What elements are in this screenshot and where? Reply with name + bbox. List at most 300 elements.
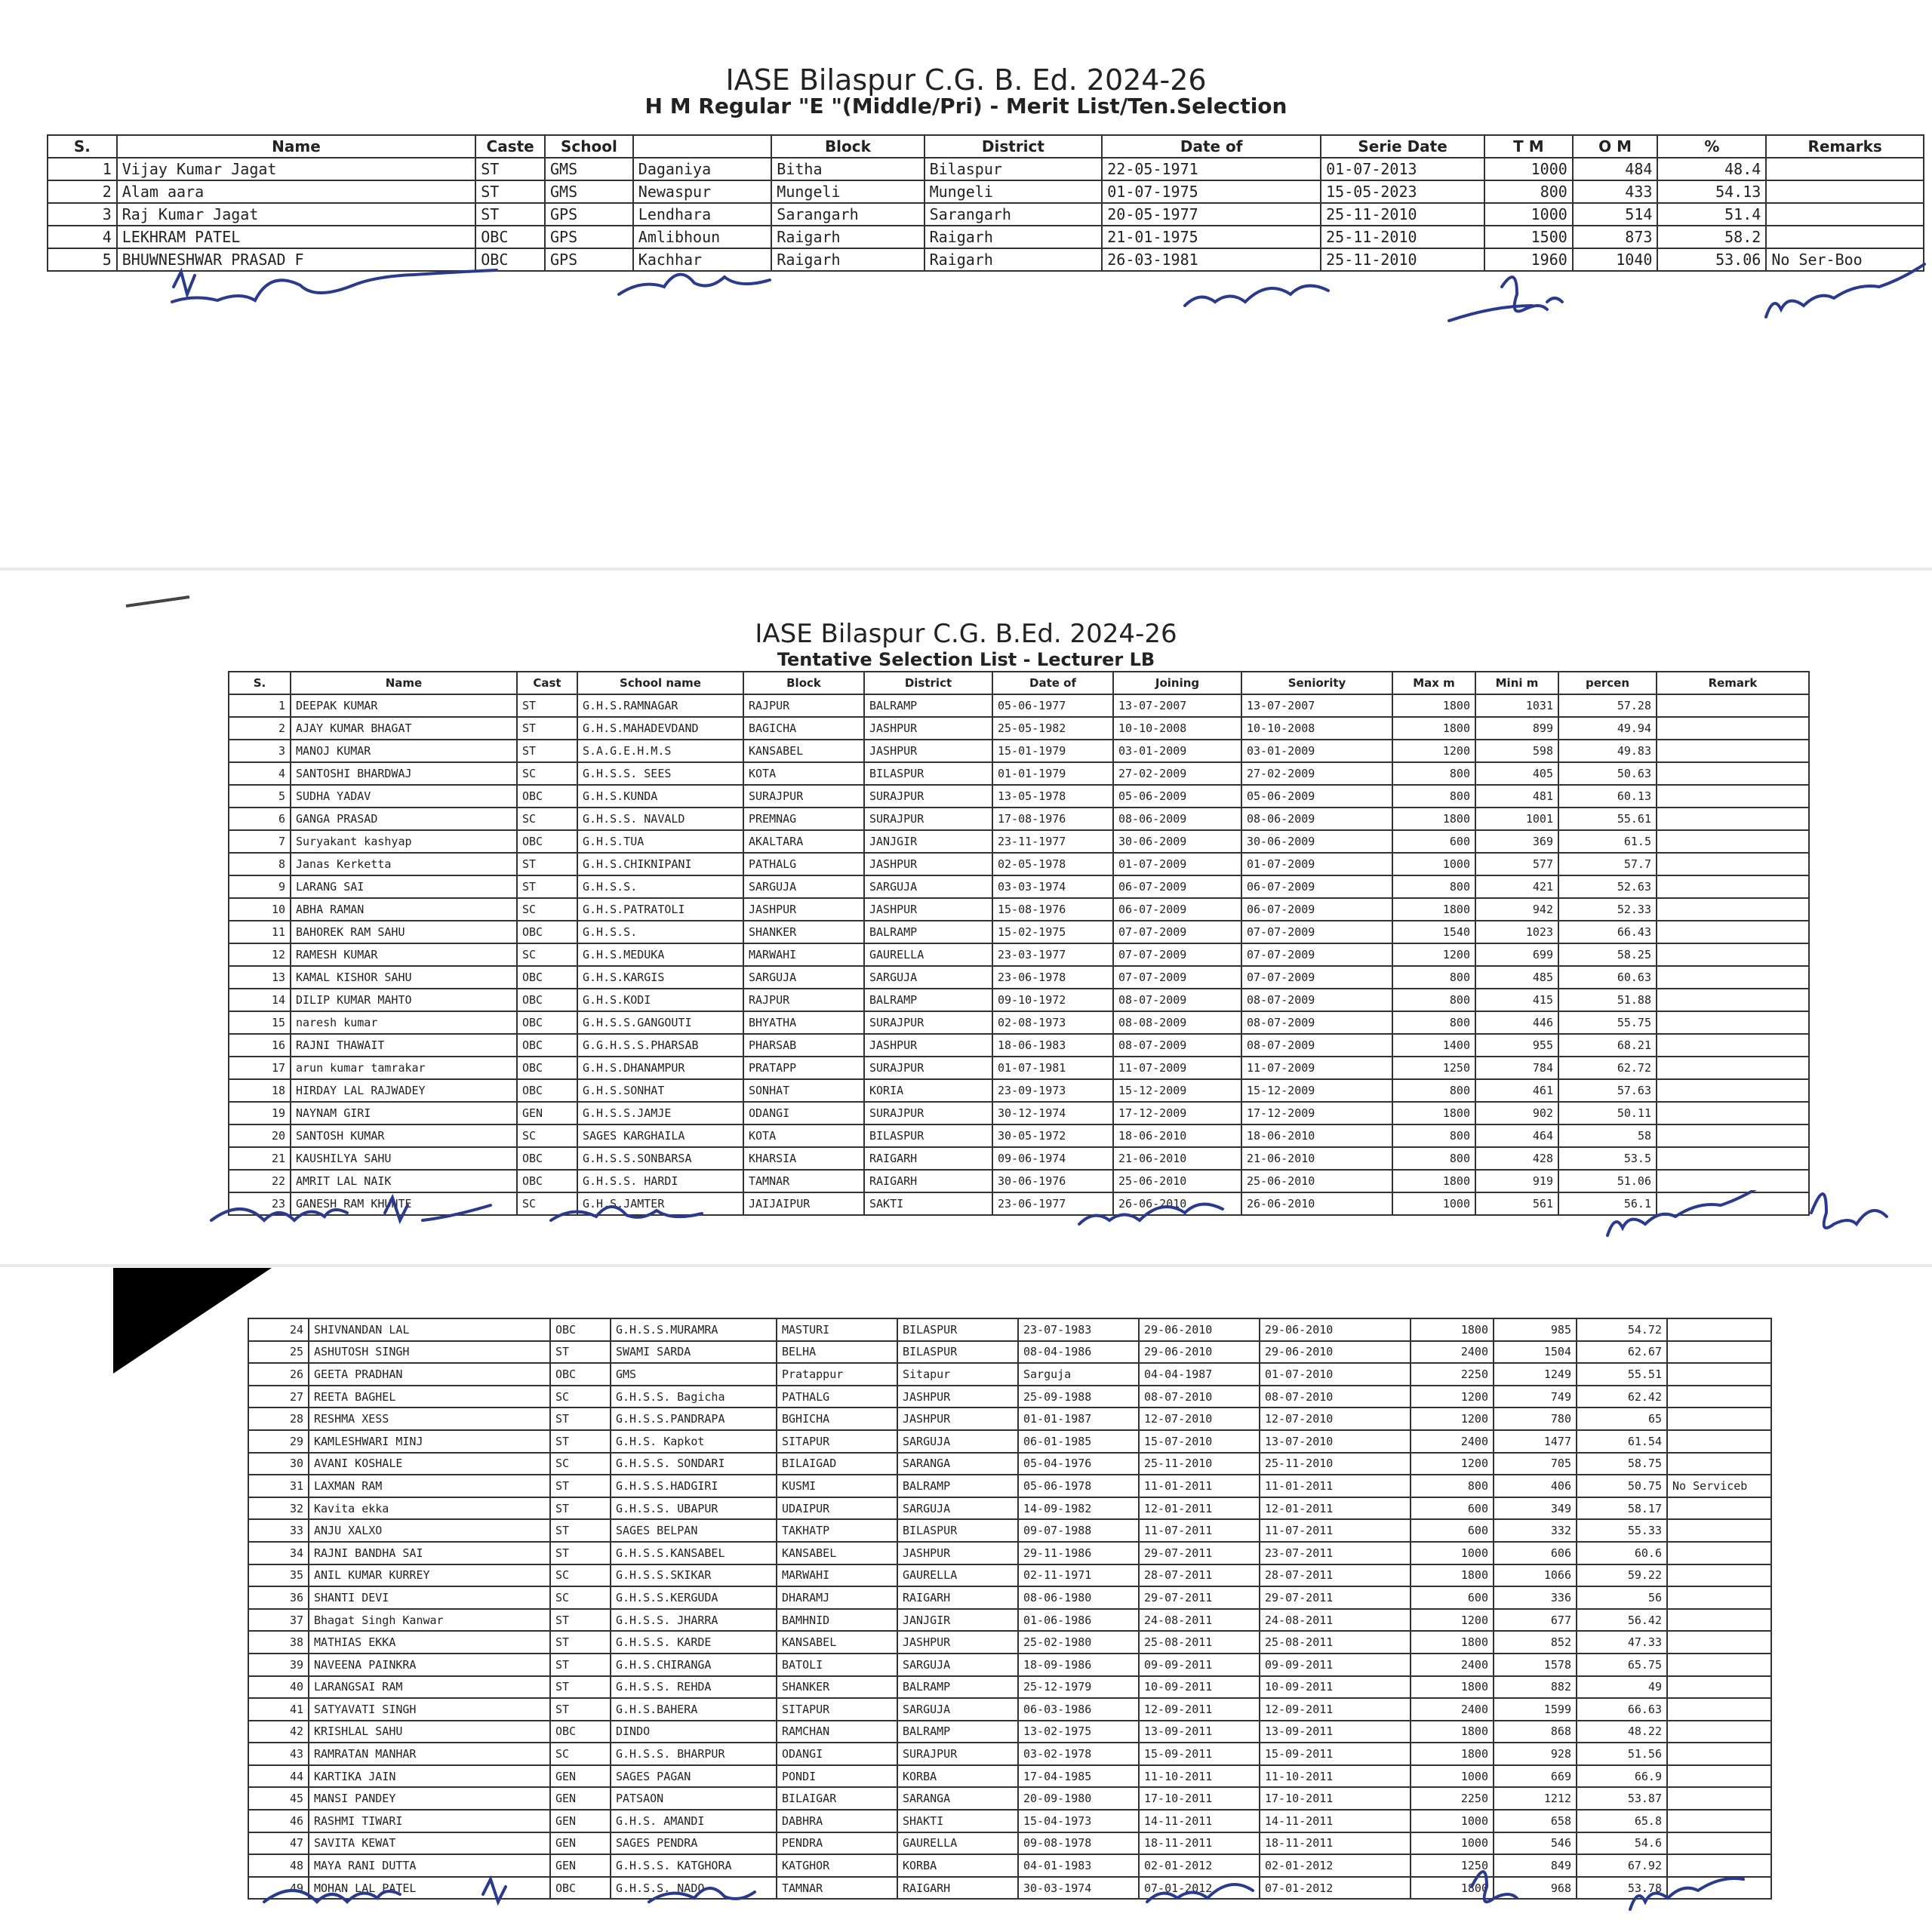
- table-cell: G.H.S.SONHAT: [577, 1079, 743, 1102]
- table-cell: GANGA PRASAD: [291, 808, 517, 830]
- table-cell: 46: [248, 1810, 309, 1832]
- table-cell: [1657, 762, 1809, 785]
- table-cell: 04-04-1987: [1139, 1363, 1260, 1386]
- table-cell: G.H.S.S. SONDARI: [611, 1453, 777, 1475]
- table-cell: 8: [229, 853, 291, 875]
- table-cell: 800: [1392, 989, 1475, 1011]
- table-cell: 1200: [1411, 1609, 1494, 1632]
- table-cell: G.H.S.S.: [577, 875, 743, 898]
- table-cell: Newaspur: [633, 180, 772, 203]
- table-cell: AVANI KOSHALE: [309, 1453, 550, 1475]
- table-cell: [1667, 1318, 1771, 1341]
- table-cell: 10: [229, 898, 291, 921]
- table-cell: GEN: [550, 1854, 611, 1877]
- table-cell: JASHPUR: [897, 1407, 1018, 1430]
- table-cell: OBC: [517, 785, 577, 808]
- table-cell: [1667, 1430, 1771, 1453]
- table-cell: 16: [229, 1034, 291, 1057]
- table-cell: KOTA: [743, 762, 864, 785]
- table-cell: 42: [248, 1721, 309, 1743]
- table-cell: JASHPUR: [743, 898, 864, 921]
- table-cell: SITAPUR: [777, 1430, 897, 1453]
- signatures-page2: [0, 1190, 1932, 1266]
- column-header: Seniority: [1241, 672, 1392, 694]
- table-cell: RAIGARH: [897, 1586, 1018, 1609]
- table-cell: 29-06-2010: [1260, 1318, 1411, 1341]
- table-cell: BILASPUR: [897, 1519, 1018, 1542]
- table-cell: 28-07-2011: [1260, 1564, 1411, 1587]
- table-cell: [1657, 898, 1809, 921]
- table-cell: [1667, 1453, 1771, 1475]
- column-header: Caste: [475, 135, 545, 158]
- table-row: [229, 943, 1809, 966]
- table-cell: 1066: [1494, 1564, 1577, 1587]
- table-cell: 60.63: [1558, 966, 1657, 989]
- table-cell: GEN: [550, 1765, 611, 1788]
- table-cell: SURAJPUR: [864, 785, 992, 808]
- table-cell: G.H.S.S. JHARRA: [611, 1609, 777, 1632]
- table-cell: ST: [475, 180, 545, 203]
- table-cell: 577: [1475, 853, 1558, 875]
- table-cell: JASHPUR: [897, 1631, 1018, 1654]
- table-cell: [1657, 694, 1809, 717]
- table-cell: G.H.S.BAHERA: [611, 1698, 777, 1721]
- table-cell: G.H.S.S.SONBARSA: [577, 1147, 743, 1170]
- table-cell: 15-12-2009: [1241, 1079, 1392, 1102]
- table-cell: 29-07-2011: [1260, 1586, 1411, 1609]
- table-cell: JASHPUR: [864, 1034, 992, 1057]
- table-row: [248, 1654, 1771, 1676]
- table-cell: 598: [1475, 740, 1558, 762]
- table-cell: 23-06-1978: [992, 966, 1113, 989]
- table-cell: 57.63: [1558, 1079, 1657, 1102]
- table-cell: 47: [248, 1832, 309, 1855]
- table-cell: 1000: [1392, 1192, 1475, 1215]
- table-cell: DEEPAK KUMAR: [291, 694, 517, 717]
- table-cell: 873: [1573, 226, 1658, 248]
- table-cell: arun kumar tamrakar: [291, 1057, 517, 1079]
- table-cell: 29-06-2010: [1260, 1341, 1411, 1364]
- table-cell: 15-08-1976: [992, 898, 1113, 921]
- table-cell: G.H.S.S.KANSABEL: [611, 1542, 777, 1564]
- table-cell: 2250: [1411, 1787, 1494, 1810]
- table-cell: 1800: [1392, 1102, 1475, 1124]
- table-cell: 11: [229, 921, 291, 943]
- table-cell: 461: [1475, 1079, 1558, 1102]
- table-cell: OBC: [475, 248, 545, 271]
- signature-2: [649, 1888, 755, 1902]
- table-cell: 800: [1411, 1475, 1494, 1497]
- table-cell: 62.72: [1558, 1057, 1657, 1079]
- table-cell: 1400: [1392, 1034, 1475, 1057]
- table-cell: 49.94: [1558, 717, 1657, 740]
- table-cell: ST: [550, 1341, 611, 1364]
- table-cell: Suryakant kashyap: [291, 830, 517, 853]
- table-cell: 1250: [1411, 1854, 1494, 1877]
- table-cell: G.H.S.S. NAVALD: [577, 808, 743, 830]
- table-cell: SAKTI: [864, 1192, 992, 1215]
- table-row: [248, 1386, 1771, 1408]
- table-cell: BALRAMP: [864, 694, 992, 717]
- table-cell: naresh kumar: [291, 1011, 517, 1034]
- table-cell: G.H.S.S. NADO: [611, 1877, 777, 1900]
- column-header: School: [545, 135, 633, 158]
- table-cell: 369: [1475, 830, 1558, 853]
- table-cell: SUDHA YADAV: [291, 785, 517, 808]
- table-cell: 09-09-2011: [1260, 1654, 1411, 1676]
- table-cell: 52.33: [1558, 898, 1657, 921]
- table-cell: G.G.H.S.S.PHARSAB: [577, 1034, 743, 1057]
- table-cell: 15-02-1975: [992, 921, 1113, 943]
- table-cell: 29-06-2010: [1139, 1318, 1260, 1341]
- table-cell: Kavita ekka: [309, 1497, 550, 1520]
- table-cell: 1960: [1484, 248, 1573, 271]
- table-cell: G.H.S.S.HADGIRI: [611, 1475, 777, 1497]
- table-cell: Lendhara: [633, 203, 772, 226]
- table-cell: 04-01-1983: [1018, 1854, 1139, 1877]
- column-header: Mini m: [1475, 672, 1558, 694]
- table-cell: 53.87: [1577, 1787, 1667, 1810]
- table-cell: 02-01-2012: [1139, 1854, 1260, 1877]
- table-row: [229, 785, 1809, 808]
- table-cell: Sarguja: [1018, 1363, 1139, 1386]
- table-cell: 800: [1392, 966, 1475, 989]
- table-cell: KARTIKA JAIN: [309, 1765, 550, 1788]
- table-cell: Daganiya: [633, 158, 772, 180]
- table-cell: AKALTARA: [743, 830, 864, 853]
- table-cell: PATHALG: [743, 853, 864, 875]
- table-cell: KORBA: [897, 1765, 1018, 1788]
- table-cell: SATYAVATI SINGH: [309, 1698, 550, 1721]
- table-cell: OBC: [517, 1147, 577, 1170]
- table-cell: ST: [550, 1676, 611, 1699]
- table-cell: G.H.S.MEDUKA: [577, 943, 743, 966]
- table-cell: BILASPUR: [864, 1124, 992, 1147]
- table-cell: 23-07-2011: [1260, 1542, 1411, 1564]
- table-cell: 05-06-2009: [1241, 785, 1392, 808]
- table-cell: [1667, 1341, 1771, 1364]
- table-cell: G.H.S.CHIRANGA: [611, 1654, 777, 1676]
- table-cell: Alam aara: [117, 180, 476, 203]
- table-cell: 25-09-1988: [1018, 1386, 1139, 1408]
- table-cell: Raj Kumar Jagat: [117, 203, 476, 226]
- table-cell: BHYATHA: [743, 1011, 864, 1034]
- table-cell: GEN: [550, 1832, 611, 1855]
- table-cell: SONHAT: [743, 1079, 864, 1102]
- table-cell: 60.6: [1577, 1542, 1667, 1564]
- table-cell: S.A.G.E.H.M.S: [577, 740, 743, 762]
- table-cell: [1667, 1363, 1771, 1386]
- table-cell: 14-09-1982: [1018, 1497, 1139, 1520]
- table-cell: 464: [1475, 1124, 1558, 1147]
- column-header: O M: [1573, 135, 1658, 158]
- table-cell: G.H.S.S.SKIKAR: [611, 1564, 777, 1587]
- table-cell: AJAY KUMAR BHAGAT: [291, 717, 517, 740]
- table-cell: SC: [550, 1564, 611, 1587]
- table-cell: [1657, 717, 1809, 740]
- table-cell: 28-07-2011: [1139, 1564, 1260, 1587]
- lecturer-table-header: [229, 672, 1809, 694]
- table-cell: 11-10-2011: [1139, 1765, 1260, 1788]
- table-cell: ST: [550, 1609, 611, 1632]
- table-cell: SHANTI DEVI: [309, 1586, 550, 1609]
- table-cell: JASHPUR: [864, 898, 992, 921]
- table-cell: KORIA: [864, 1079, 992, 1102]
- table-cell: UDAIPUR: [777, 1497, 897, 1520]
- column-header: Cast: [517, 672, 577, 694]
- signature-4: [1607, 1190, 1766, 1235]
- column-header: S.: [48, 135, 117, 158]
- table-cell: KANSABEL: [777, 1631, 897, 1654]
- table-cell: 14-11-2011: [1139, 1810, 1260, 1832]
- table-cell: RAMESH KUMAR: [291, 943, 517, 966]
- table-cell: JANJGIR: [864, 830, 992, 853]
- table-row: [48, 158, 1924, 180]
- table-cell: 26-03-1981: [1102, 248, 1321, 271]
- table-cell: 15-07-2010: [1139, 1430, 1260, 1453]
- table-cell: 07-07-2009: [1113, 943, 1241, 966]
- table-cell: GANESH RAM KHUNTE: [291, 1192, 517, 1215]
- table-cell: 62.67: [1577, 1341, 1667, 1364]
- table-cell: [1657, 1170, 1809, 1192]
- lecturer-selection-table: [228, 671, 1810, 1216]
- table-cell: Kachhar: [633, 248, 772, 271]
- table-cell: 15-09-2011: [1260, 1743, 1411, 1765]
- table-cell: 35: [248, 1564, 309, 1587]
- table-cell: [1766, 180, 1924, 203]
- table-cell: 01-07-2013: [1321, 158, 1484, 180]
- table-cell: BALRAMP: [897, 1676, 1018, 1699]
- table-cell: 13-07-2010: [1260, 1430, 1411, 1453]
- table-cell: 955: [1475, 1034, 1558, 1057]
- table-cell: 08-06-2009: [1241, 808, 1392, 830]
- table-row: [229, 1034, 1809, 1057]
- table-cell: 32: [248, 1497, 309, 1520]
- table-cell: 29-07-2011: [1139, 1542, 1260, 1564]
- table-cell: 29-06-2010: [1139, 1341, 1260, 1364]
- table-cell: 57.7: [1558, 853, 1657, 875]
- table-row: [229, 740, 1809, 762]
- table-row: [48, 226, 1924, 248]
- table-cell: 08-07-2009: [1241, 1034, 1392, 1057]
- table-cell: 1800: [1392, 1170, 1475, 1192]
- table-cell: 55.61: [1558, 808, 1657, 830]
- table-cell: 21-06-2010: [1113, 1147, 1241, 1170]
- table-cell: 800: [1392, 1079, 1475, 1102]
- table-cell: BALRAMP: [864, 989, 992, 1011]
- table-row: [229, 989, 1809, 1011]
- table-cell: 30: [248, 1453, 309, 1475]
- table-cell: 03-01-2009: [1241, 740, 1392, 762]
- signature-1: [172, 270, 497, 302]
- table-cell: [1667, 1564, 1771, 1587]
- table-cell: RAIGARH: [864, 1170, 992, 1192]
- table-cell: 15-05-2023: [1321, 180, 1484, 203]
- table-cell: 61.54: [1577, 1430, 1667, 1453]
- table-cell: 1540: [1392, 921, 1475, 943]
- table-cell: G.H.S.CHIKNIPANI: [577, 853, 743, 875]
- table-cell: [1657, 989, 1809, 1011]
- table-cell: Janas Kerketta: [291, 853, 517, 875]
- table-cell: 19: [229, 1102, 291, 1124]
- table-cell: ST: [550, 1698, 611, 1721]
- table-cell: Sitapur: [897, 1363, 1018, 1386]
- table-cell: SC: [517, 898, 577, 921]
- table-cell: SHAKTI: [897, 1810, 1018, 1832]
- table-cell: RAMCHAN: [777, 1721, 897, 1743]
- table-cell: [1667, 1542, 1771, 1564]
- table-cell: 1031: [1475, 694, 1558, 717]
- table-cell: SURAJPUR: [864, 808, 992, 830]
- table-cell: BILASPUR: [897, 1318, 1018, 1341]
- table-cell: LARANG SAI: [291, 875, 517, 898]
- table-cell: 561: [1475, 1192, 1558, 1215]
- column-header: Date of: [992, 672, 1113, 694]
- table-cell: 25-12-1979: [1018, 1676, 1139, 1699]
- table-cell: Mungeli: [771, 180, 924, 203]
- table-row: [248, 1765, 1771, 1788]
- table-cell: 7: [229, 830, 291, 853]
- table-cell: 405: [1475, 762, 1558, 785]
- table-cell: [1657, 830, 1809, 853]
- table-cell: 18-06-2010: [1113, 1124, 1241, 1147]
- table-cell: 25-11-2010: [1321, 248, 1484, 271]
- table-cell: DHARAMJ: [777, 1586, 897, 1609]
- table-row: [48, 203, 1924, 226]
- table-cell: 08-07-2009: [1113, 1034, 1241, 1057]
- table-cell: OBC: [517, 921, 577, 943]
- table-cell: 08-04-1986: [1018, 1341, 1139, 1364]
- table-cell: 481: [1475, 785, 1558, 808]
- table-cell: RAJPUR: [743, 989, 864, 1011]
- column-header: T M: [1484, 135, 1573, 158]
- table-cell: 07-07-2009: [1241, 921, 1392, 943]
- page1-title: IASE Bilaspur C.G. B. Ed. 2024-26: [725, 63, 1207, 97]
- table-cell: 1000: [1411, 1832, 1494, 1855]
- table-cell: ABHA RAMAN: [291, 898, 517, 921]
- table-cell: 11-10-2011: [1260, 1765, 1411, 1788]
- table-cell: 06-07-2009: [1241, 875, 1392, 898]
- table-cell: BAMHNID: [777, 1609, 897, 1632]
- table-cell: 415: [1475, 989, 1558, 1011]
- signature-4: [1472, 1872, 1517, 1902]
- table-cell: 1250: [1392, 1057, 1475, 1079]
- table-cell: [1657, 1102, 1809, 1124]
- table-row: [248, 1519, 1771, 1542]
- table-row: [248, 1676, 1771, 1699]
- table-cell: 23-03-1977: [992, 943, 1113, 966]
- table-cell: G.H.S.S.GANGOUTI: [577, 1011, 743, 1034]
- table-cell: 26: [248, 1363, 309, 1386]
- table-cell: 15-12-2009: [1113, 1079, 1241, 1102]
- table-cell: 49: [248, 1877, 309, 1900]
- table-cell: 1000: [1411, 1542, 1494, 1564]
- table-cell: BHUWNESHWAR PRASAD F: [117, 248, 476, 271]
- table-cell: 08-08-2009: [1113, 1011, 1241, 1034]
- table-cell: 928: [1494, 1743, 1577, 1765]
- table-cell: [1667, 1407, 1771, 1430]
- table-cell: G.H.S.PATRATOLI: [577, 898, 743, 921]
- table-cell: RAJNI BANDHA SAI: [309, 1542, 550, 1564]
- table-row: [229, 830, 1809, 853]
- table-cell: OBC: [517, 1011, 577, 1034]
- table-cell: 01-06-1986: [1018, 1609, 1139, 1632]
- table-cell: HIRDAY LAL RAJWADEY: [291, 1079, 517, 1102]
- table-cell: 14-11-2011: [1260, 1810, 1411, 1832]
- table-cell: SAGES PAGAN: [611, 1765, 777, 1788]
- table-cell: 25-08-2011: [1139, 1631, 1260, 1654]
- page2-subtitle: Tentative Selection List - Lecturer LB: [777, 649, 1155, 670]
- table-cell: G.H.S.S. UBAPUR: [611, 1497, 777, 1520]
- table-cell: 1000: [1392, 853, 1475, 875]
- table-cell: 485: [1475, 966, 1558, 989]
- table-cell: 1000: [1411, 1765, 1494, 1788]
- table-cell: 1500: [1484, 226, 1573, 248]
- table-cell: Bitha: [771, 158, 924, 180]
- table-cell: 600: [1411, 1497, 1494, 1520]
- table-cell: 705: [1494, 1453, 1577, 1475]
- table-row: [229, 762, 1809, 785]
- table-cell: 1249: [1494, 1363, 1577, 1386]
- table-cell: 800: [1392, 875, 1475, 898]
- table-cell: 1800: [1411, 1631, 1494, 1654]
- table-cell: AMRIT LAL NAIK: [291, 1170, 517, 1192]
- table-cell: 65: [1577, 1407, 1667, 1430]
- table-cell: KANSABEL: [777, 1542, 897, 1564]
- signature-5: [1630, 1878, 1743, 1909]
- table-cell: 08-06-1980: [1018, 1586, 1139, 1609]
- table-cell: 36: [248, 1586, 309, 1609]
- table-cell: ST: [517, 740, 577, 762]
- table-cell: 868: [1494, 1721, 1577, 1743]
- table-cell: 09-10-1972: [992, 989, 1113, 1011]
- table-row: [229, 1057, 1809, 1079]
- table-cell: 749: [1494, 1386, 1577, 1408]
- table-cell: KRISHLAL SAHU: [309, 1721, 550, 1743]
- table-cell: [1657, 1057, 1809, 1079]
- table-cell: NAYNAM GIRI: [291, 1102, 517, 1124]
- table-cell: 1800: [1392, 717, 1475, 740]
- table-cell: 26-06-2010: [1113, 1192, 1241, 1215]
- table-cell: 800: [1392, 762, 1475, 785]
- column-header: Remark: [1657, 672, 1809, 694]
- table-cell: G.H.S.S. BHARPUR: [611, 1743, 777, 1765]
- table-cell: [1657, 808, 1809, 830]
- table-cell: 30-12-1974: [992, 1102, 1113, 1124]
- table-cell: G.H.S.S. KARDE: [611, 1631, 777, 1654]
- table-cell: 1000: [1484, 158, 1573, 180]
- table-cell: PRATAPP: [743, 1057, 864, 1079]
- table-cell: 17-10-2011: [1139, 1787, 1260, 1810]
- table-cell: TAMNAR: [743, 1170, 864, 1192]
- table-cell: JASHPUR: [897, 1386, 1018, 1408]
- signature-3: [1079, 1204, 1223, 1224]
- table-cell: TAKHATP: [777, 1519, 897, 1542]
- table-cell: JASHPUR: [864, 740, 992, 762]
- table-cell: GPS: [545, 248, 633, 271]
- table-cell: 12-01-2011: [1260, 1497, 1411, 1520]
- table-cell: G.H.S.S. REHDA: [611, 1676, 777, 1699]
- table-cell: BAHOREK RAM SAHU: [291, 921, 517, 943]
- table-cell: 08-07-2009: [1241, 989, 1392, 1011]
- table-cell: 01-07-1975: [1102, 180, 1321, 203]
- table-cell: 2400: [1411, 1698, 1494, 1721]
- table-cell: 01-07-2009: [1113, 853, 1241, 875]
- table-cell: JASHPUR: [864, 853, 992, 875]
- signature-2: [619, 275, 770, 294]
- table-cell: OBC: [517, 966, 577, 989]
- table-cell: 48.4: [1657, 158, 1766, 180]
